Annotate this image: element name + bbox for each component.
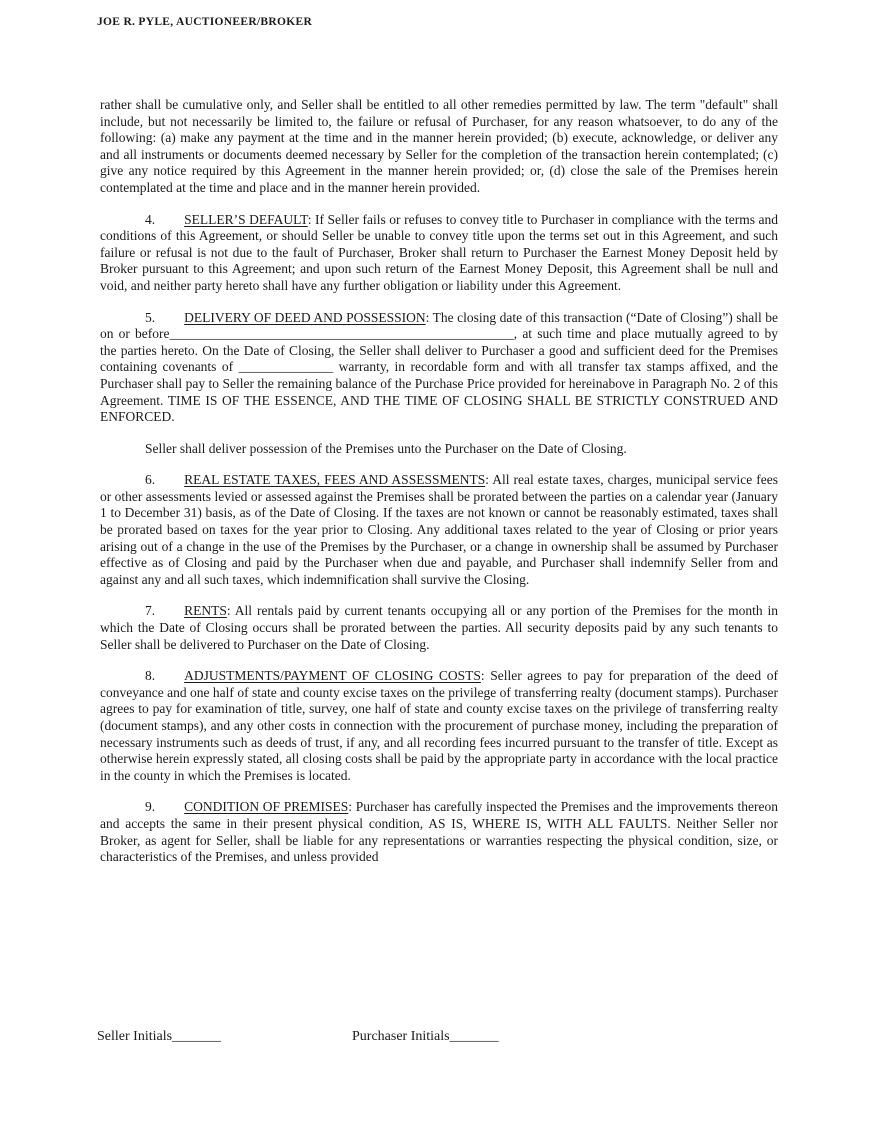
purchaser-initials-blank: _______ bbox=[449, 1029, 499, 1044]
paragraph-default-continuation: rather shall be cumulative only, and Seller shall be entitled to all other remedies permitted by law. The term "default" shall include, but not necessarily be limited to, the failure or refusal of Purchaser, for any reason whatsoever, to do any of the following: (a) make any payment at the time and in the manner herein provided; (b) execute, acknowledge, or deliver any and all instruments or documents deemed necessary by Seller for the completion of the transaction herein contemplated; (c) give any notice required by this Agreement in the manner herein provided; or, (d) close the sale of the Premises herein contemplated at the time and place and in the manner herein provided. bbox=[100, 97, 778, 195]
seller-initials bbox=[97, 1029, 221, 1045]
seller-initials-blank: _______ bbox=[172, 1029, 222, 1044]
page-header: JOE R. PYLE, AUCTIONEER/BROKER bbox=[97, 16, 313, 28]
section-7-rents bbox=[100, 603, 778, 653]
section-5-delivery-of-deed bbox=[100, 310, 778, 426]
section-number: 6. bbox=[145, 472, 156, 488]
document-body bbox=[100, 97, 778, 881]
section-heading: ADJUSTMENTS/PAYMENT OF CLOSING COSTS bbox=[184, 668, 481, 684]
section-text: : All real estate taxes, charges, municipal service fees or other assessments levied or assessed against the Premises shall be prorated between the parties on a calendar year (January 1 to December 31) basis, as of the Date of Closing. If the taxes are not known or cannot be reasonably estimated, taxes shall be prorated based on taxes for the year prior to Closing. Any additional taxes related to the year of Closing or prior years arising out of a change in the use of the Premises by the Purchaser, or a change in ownership shall be assumed by Purchaser effective as of Closing and paid by the Purchaser when due and payable, and Purchaser shall indemnify Seller from and against any and all such taxes, which indemnification shall survive the Closing. bbox=[100, 472, 778, 587]
section-6-real-estate-taxes bbox=[100, 472, 778, 588]
section-text: : Purchaser has carefully inspected the Premises and the improvements thereon and accepts the same in their present physical condition, AS IS, WHERE IS, WITH ALL FAULTS. Neither Seller nor Broker, as agent for Seller, shall be liable for any representations or warranties respecting the physical condition, size, or characteristics of the Premises, and unless provided bbox=[100, 799, 778, 865]
purchaser-initials bbox=[352, 1029, 499, 1045]
seller-initials-label: Seller Initials bbox=[97, 1029, 173, 1044]
section-text: : The closing date of this transaction (“Date of Closing”) shall be on or before___________________________________________________, at such time and place mutually agreed to by the parties hereto. On the Date of Closing, the Seller shall deliver to Purchaser a good and sufficient deed for the Premises containing covenants of ______________ warranty, in recordable form and with all transfer tax stamps affixed, and the Purchaser shall pay to Seller the remaining balance of the Purchase Price provided for hereinabove in Paragraph No. 2 of this Agreement. TIME IS OF THE ESSENCE, AND THE TIME OF CLOSING SHALL BE STRICTLY CONSTRUED AND ENFORCED. bbox=[100, 309, 778, 425]
section-heading: DELIVERY OF DEED AND POSSESSION bbox=[184, 309, 426, 325]
section-number: 9. bbox=[145, 799, 156, 815]
section-number: 4. bbox=[145, 211, 156, 227]
section-heading: REAL ESTATE TAXES, FEES AND ASSESSMENTS bbox=[184, 472, 486, 488]
section-heading: SELLER’S DEFAULT bbox=[184, 211, 308, 227]
section-heading: RENTS bbox=[184, 603, 227, 619]
section-8-adjustments-closing-costs bbox=[100, 668, 778, 784]
purchaser-initials-label: Purchaser Initials bbox=[352, 1029, 450, 1044]
section-text: : Seller agrees to pay for preparation of the deed of conveyance and one half of state and county excise taxes on the privilege of transferring realty (document stamps). Purchaser agrees to pay for examination of title, survey, one half of state and county excise taxes on the privilege of transferring realty (document stamps), and any other costs in connection with the procurement of purchase money, including the preparation of necessary instruments such as deeds of trust, if any, and all recording fees incurred pursuant to the transfer of title. Except as otherwise herein expressly stated, all closing costs shall be paid by the appropriate party in accordance with the local practice in the county in which the Premises is located. bbox=[100, 668, 778, 783]
section-number: 5. bbox=[145, 309, 156, 325]
subparagraph-text: Seller shall deliver possession of the Premises unto the Purchaser on the Date of Closing. bbox=[145, 440, 627, 456]
section-number: 8. bbox=[145, 668, 156, 684]
possession-subparagraph bbox=[100, 441, 778, 458]
section-4-sellers-default bbox=[100, 212, 778, 295]
section-text: : All rentals paid by current tenants occupying all or any portion of the Premises for the month in which the Date of Closing occurs shall be prorated between the parties. All security deposits paid by any such tenants to Seller shall be delivered to Purchaser on the Date of Closing. bbox=[100, 603, 778, 652]
section-heading: CONDITION OF PREMISES bbox=[184, 799, 349, 815]
section-text: : If Seller fails or refuses to convey title to Purchaser in compliance with the terms and conditions of this Agreement, or should Seller be unable to convey title upon the terms set out in this Agreement, and such failure or refusal is not due to the fault of Purchaser, Broker shall return to Purchaser the Earnest Money Deposit held by Broker pursuant to this Agreement; and upon such return of the Earnest Money Deposit, this Agreement shall be null and void, and neither party hereto shall have any further obligation or liability under this Agreement. bbox=[100, 211, 778, 293]
section-9-condition-of-premises bbox=[100, 799, 778, 865]
section-number: 7. bbox=[145, 603, 156, 619]
